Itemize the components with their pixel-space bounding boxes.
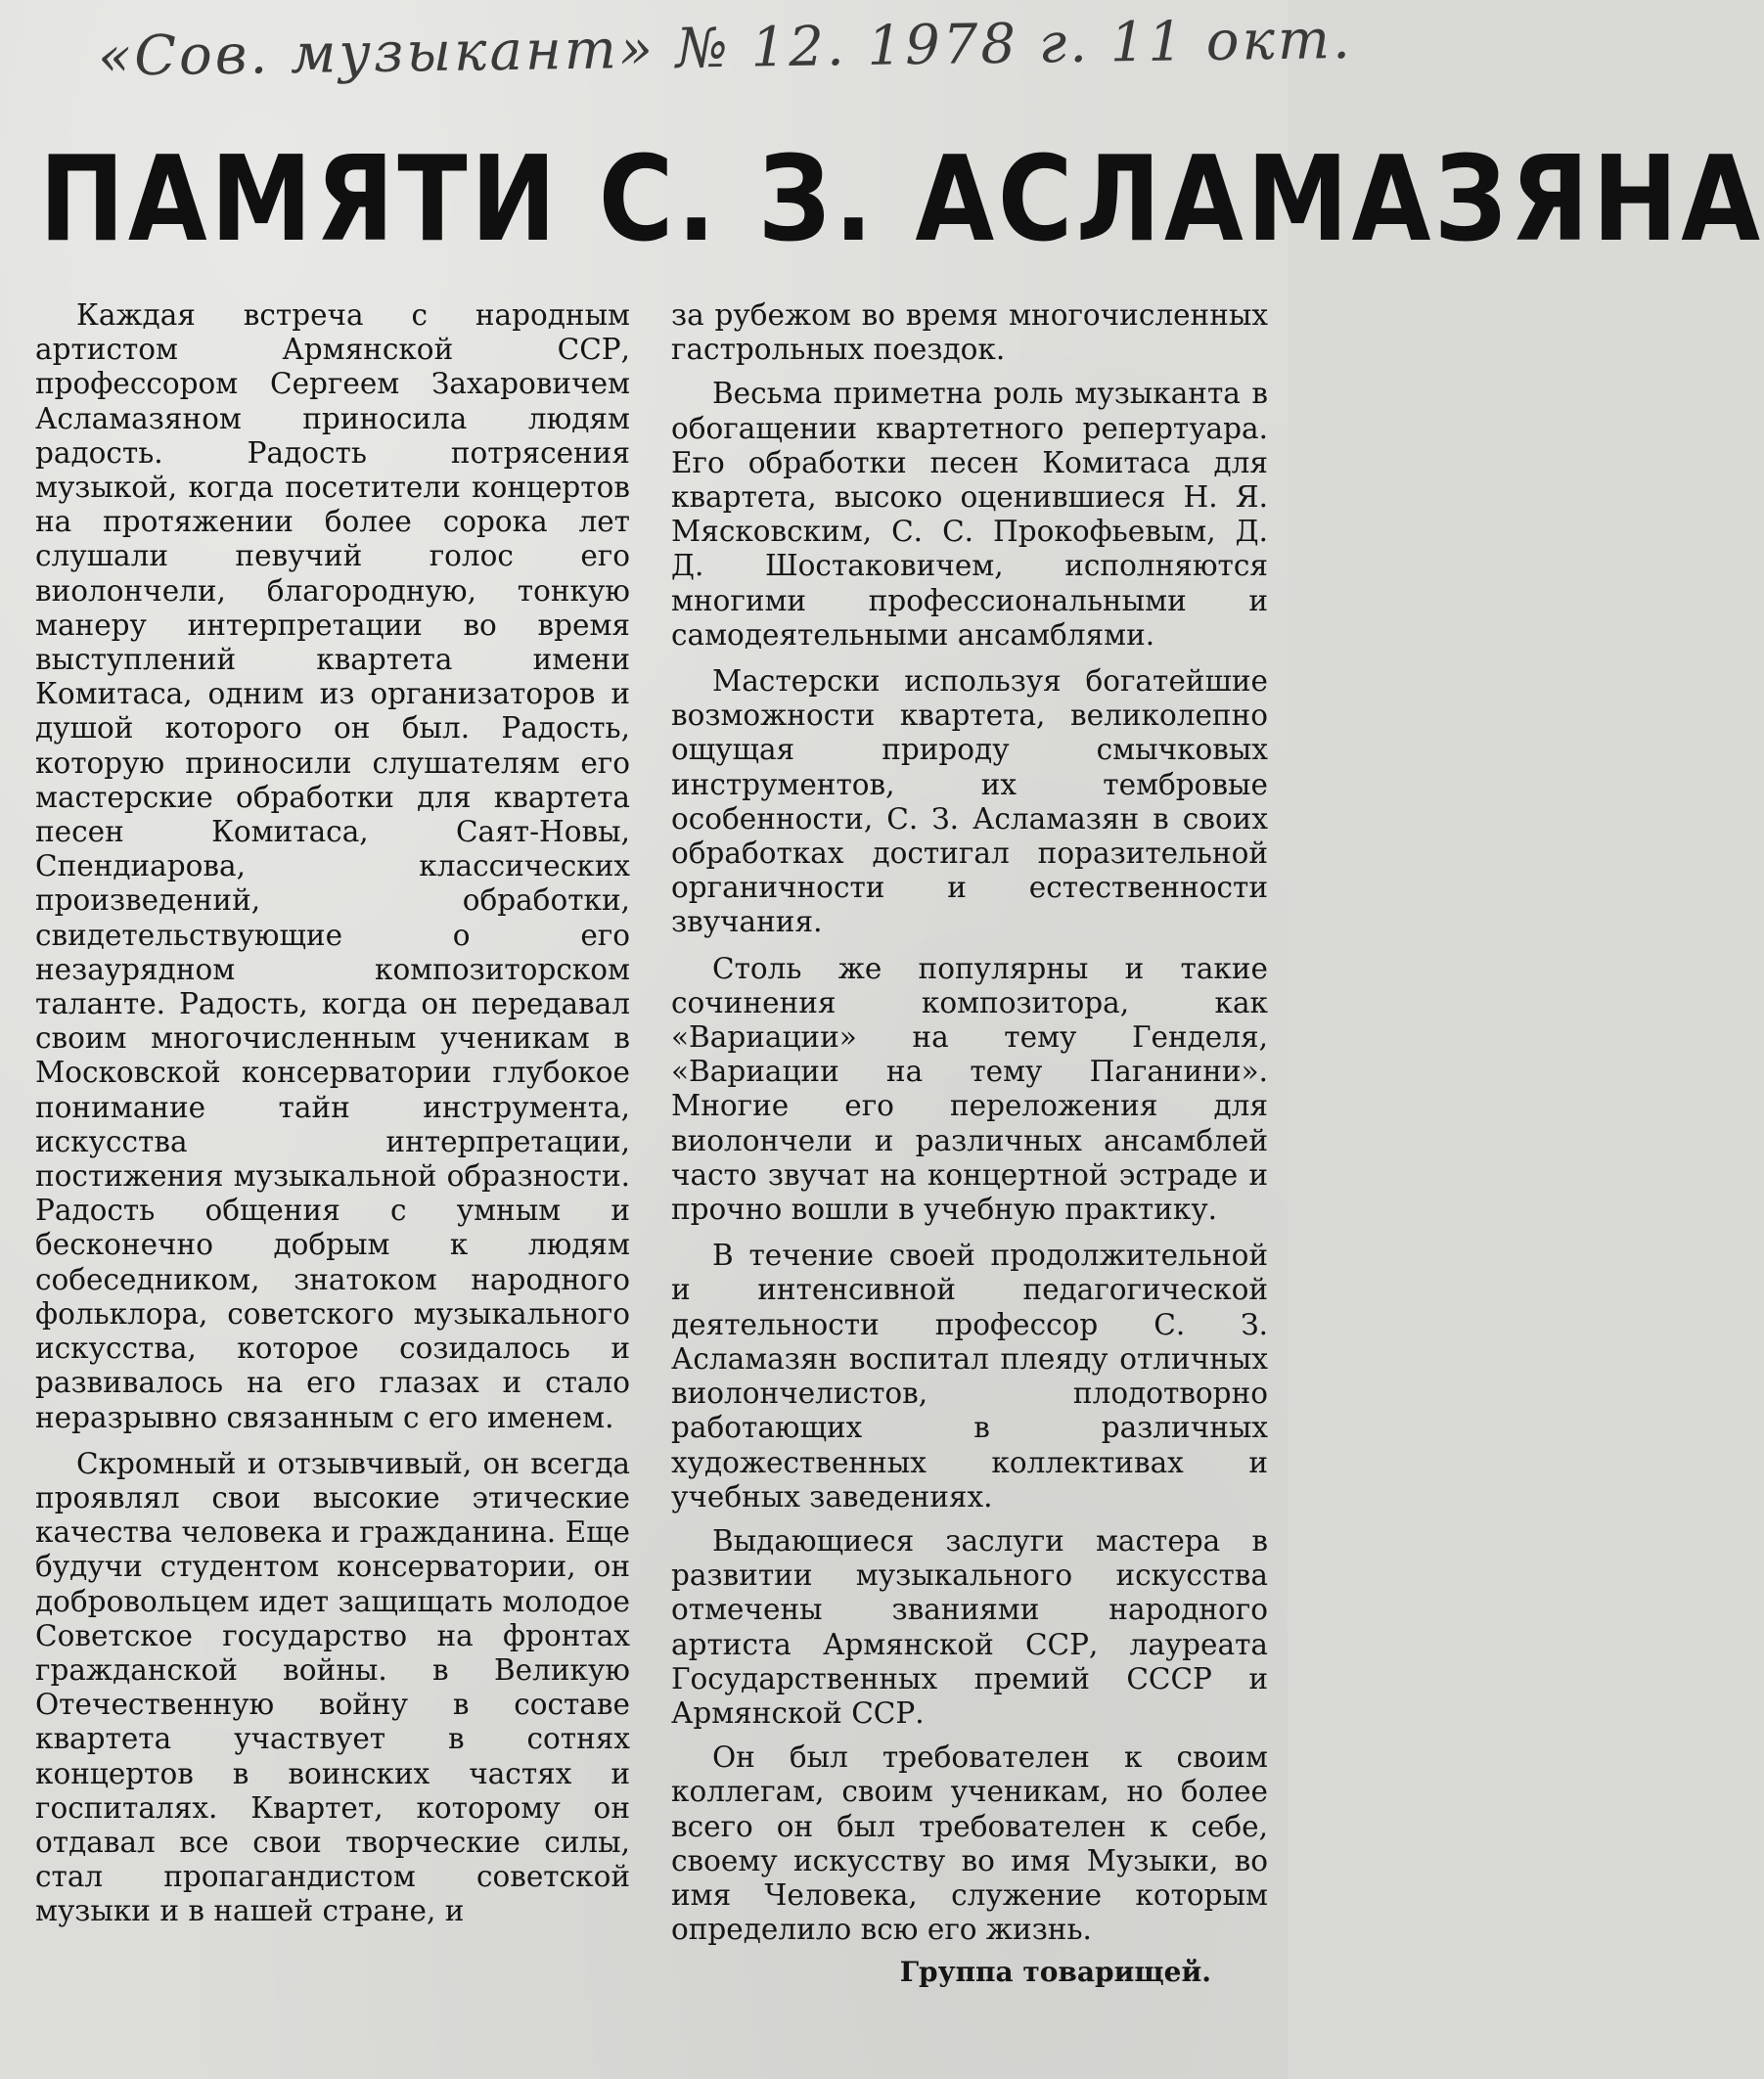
article-paragraph-continued: за рубежом во время многочисленных гастрольных поездок. <box>671 298 1268 367</box>
article-paragraph: В течение своей продолжительной и интенсивной педагогической деятельности профессор С. З. Асламазян воспитал плеяду отличных виолончелистов, плодотворно работающих в различных художественных коллективах и учебных заведениях. <box>671 1239 1268 1514</box>
article-paragraph: Каждая встреча с народным артистом Армянской ССР, профессором Сергеем Захаровичем Асламазяном приносила людям радость. Радость потрясения музыкой, когда посетители концертов на протяжении более сорока лет слушали певучий голос его виолончели, благородную, тонкую манеру интерпретации во время выступлений квартета имени Комитаса, одним из организаторов и душой которого он был. Радость, которую приносили слушателям его мастерские обработки для квартета песен Комитаса, Саят-Новы, Спендиарова, классических произведений, обработки, свидетельствующие о его незаурядном композиторском таланте. Радость, когда он передавал своим многочисленным ученикам в Московской консерватории глубокое понимание тайн инструмента, искусства интерпретации, постижения музыкальной образности. Радость общения с умным и бесконечно добрым к людям собеседником, знатоком народного фольклора, советского музыкального искусства, которое созидалось и развивалось на его глазах и стало неразрывно связанным с его именем. <box>35 298 630 1434</box>
article-paragraph: Столь же популярны и такие сочинения композитора, как «Вариации» на тему Генделя, «Вариации на тему Паганини». Многие его переложения для виолончели и различных ансамблей часто звучат на концертной эстраде и прочно вошли в учебную практику. <box>671 951 1268 1227</box>
article-paragraph: Скромный и отзывчивый, он всегда проявлял свои высокие этические качества человека и гражданина. Еще будучи студентом консерватории, он добровольцем идет защищать молодое Советское государство на фронтах гражданской войны. в Великую Отечественную войну в составе квартета участвует в сотнях концертов в воинских частях и госпиталях. Квартет, которому он отдавал все свои творческие силы, стал пропагандистом советской музыки и в нашей стране, и <box>35 1446 630 1928</box>
article-headline: ПАМЯТИ С. З. АСЛАМАЗЯНА <box>39 132 1764 268</box>
article-paragraph: Мастерски используя богатейшие возможности квартета, великолепно ощущая природу смычковых инструментов, их тембровые особенности, С. З. Асламазян в своих обработках достигал поразительной органичности и естественности звучания. <box>671 664 1268 939</box>
article-left-column <box>35 298 630 1929</box>
article-paragraph: Выдающиеся заслуги мастера в развитии музыкального искусства отмечены званиями народного артиста Армянской ССР, лауреата Государственных премий СССР и Армянской ССР. <box>671 1523 1268 1730</box>
article-signature: Группа товарищей. <box>899 1956 1211 1989</box>
article-paragraph: Он был требователен к своим коллегам, своим ученикам, но более всего он был требователен к себе, своему искусству во имя Музыки, во имя Человека, служение которым определило всю его жизнь. <box>671 1740 1268 1947</box>
article-right-column <box>671 298 1268 1990</box>
article-paragraph: Весьма приметна роль музыканта в обогащении квартетного репертуара. Его обработки песен Комитаса для квартета, высоко оценившиеся Н. Я. Мясковским, С. С. Прокофьевым, Д. Д. Шостаковичем, исполняются многими профессиональными и самодеятельными ансамблями. <box>671 377 1268 652</box>
handwritten-source-note: «Сов. музыкант» № 12. 1978 г. 11 окт. <box>97 7 1354 89</box>
